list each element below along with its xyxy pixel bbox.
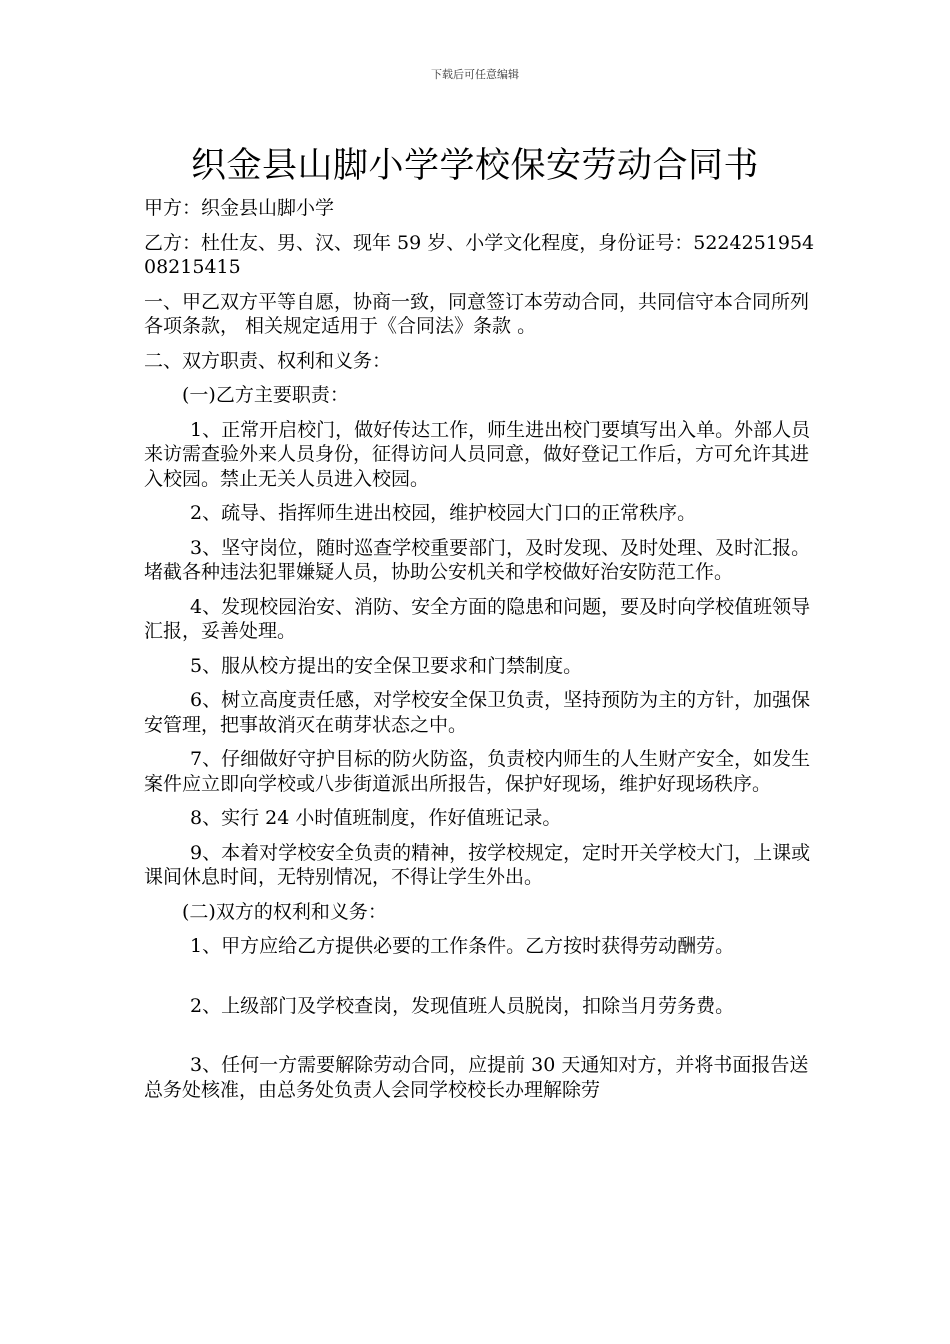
duty-item-4: 4、发现校园治安、消防、安全方面的隐患和问题，要及时向学校值班领导汇报，妥善处理。 bbox=[144, 595, 811, 642]
duty-item-5: 5、服从校方提出的安全保卫要求和门禁制度。 bbox=[190, 654, 583, 677]
duty-item-6: 6、树立高度责任感，对学校安全保卫负责，坚持预防为主的方针，加强保安管理，把事故消灭在萌芽状态之中。 bbox=[144, 689, 811, 736]
party-b-paragraph: 乙方：杜仕友、男、汉、现年 59 岁、小学文化程度，身份证号：522425195408215415 bbox=[144, 231, 815, 278]
header-note: 下载后可任意编辑 bbox=[431, 68, 519, 81]
duty-item-1: 1、正常开启校门，做好传达工作，师生进出校门要填写出入单。外部人员来访需查验外来人员身份，征得访问人员同意，做好登记工作后，方可允许其进入校园。禁止无关人员进入校园。 bbox=[144, 418, 811, 490]
duty-item-3: 3、坚守岗位，随时巡查学校重要部门，及时发现、及时处理、及时汇报。堵截各种违法犯罪嫌疑人员，协助公安机关和学校做好治安防范工作。 bbox=[144, 536, 811, 583]
document-title: 织金县山脚小学学校保安劳动合同书 bbox=[190, 146, 759, 186]
clause-1-paragraph: 一、甲乙双方平等自愿，协商一致，同意签订本劳动合同，共同信守本合同所列各项条款， 相关规定适用于《合同法》条款 。 bbox=[144, 290, 810, 337]
right-item-2: 2、上级部门及学校查岗，发现值班人员脱岗，扣除当月劳务费。 bbox=[190, 994, 735, 1017]
right-item-1: 1、甲方应给乙方提供必要的工作条件。乙方按时获得劳动酬劳。 bbox=[190, 935, 735, 957]
duty-item-7: 7、仔细做好守护目标的防火防盗，负责校内师生的人生财产安全，如发生案件应立即向学校或八步街道派出所报告，保护好现场，维护好现场秩序。 bbox=[144, 748, 811, 795]
clause-2-heading: 二、双方职责、权利和义务： bbox=[144, 349, 392, 372]
duty-item-9: 9、本着对学校安全负责的精神，按学校规定，定时开关学校大门，上课或课间休息时间，无特别情况，不得让学生外出。 bbox=[144, 841, 811, 888]
subsection-1-heading: (一)乙方主要职责： bbox=[182, 384, 349, 406]
right-item-3: 3、任何一方需要解除劳动合同，应提前 30 天通知对方，并将书面报告送总务处核准，由总务处负责人会同学校校长办理解除劳 bbox=[144, 1054, 809, 1101]
document-body bbox=[144, 196, 824, 1112]
subsection-2-heading: (二)双方的权利和义务： bbox=[182, 900, 387, 923]
duty-item-8: 8、实行 24 小时值班制度，作好值班记录。 bbox=[190, 807, 562, 829]
party-a-paragraph: 甲方：织金县山脚小学 bbox=[144, 197, 335, 219]
duty-item-2: 2、疏导、指挥师生进出校园，维护校园大门口的正常秩序。 bbox=[190, 502, 697, 524]
